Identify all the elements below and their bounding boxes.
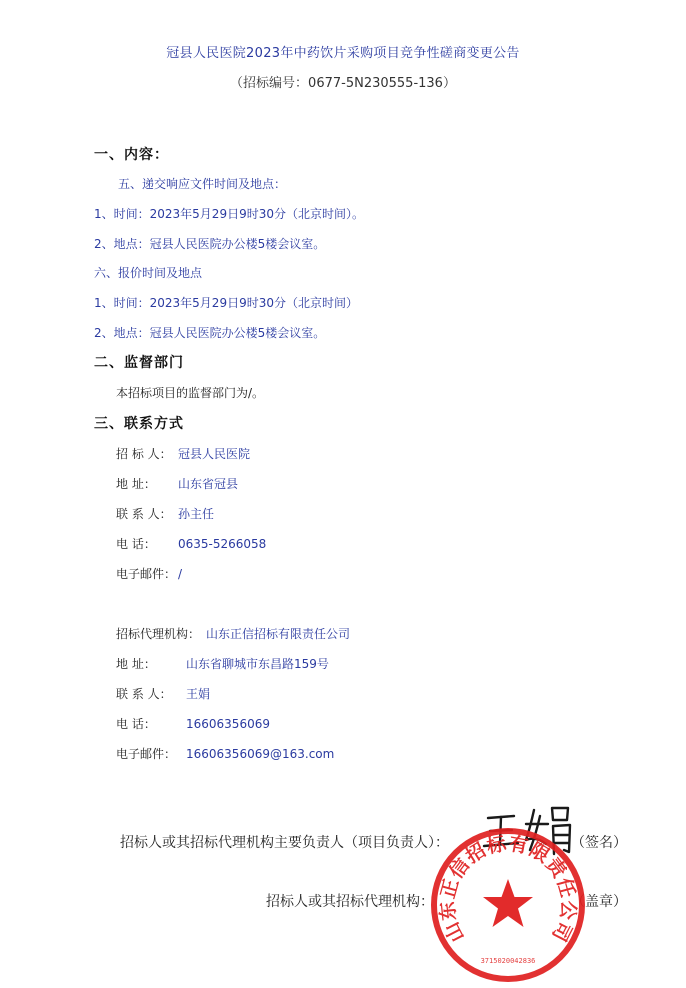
agent-address-label: 地 址： (116, 657, 156, 671)
buyer-contact-label: 联 系 人： (116, 507, 172, 521)
agent-phone-label: 电 话： (116, 717, 156, 731)
buyer-name: 冠县人民医院 (178, 447, 251, 461)
agent-contact-row (116, 685, 210, 702)
agent-address: 山东省聊城市东昌路159号 (186, 657, 329, 671)
agent-contact-label: 联 系 人： (116, 687, 172, 701)
agent-name-label: 招标代理机构： (116, 627, 201, 641)
item5-heading: 五、递交响应文件时间及地点： (118, 177, 287, 191)
item6-time: 1、时间：2023年5月29日9时30分（北京时间） (94, 296, 358, 310)
buyer-address-label: 地 址： (116, 477, 156, 491)
agent-phone-row (116, 715, 270, 732)
signature-line-1-prefix: 招标人或其招标代理机构主要负责人（项目负责人）： (120, 835, 449, 851)
item5-place: 2、地点：冠县人民医院办公楼5楼会议室。 (94, 237, 326, 251)
buyer-phone-row (116, 535, 266, 552)
signature-line-2-suffix: （盖章） (571, 894, 627, 910)
buyer-contact: 孙主任 (178, 507, 215, 521)
agent-phone: 16606356069 (186, 717, 270, 731)
agent-name-row (116, 625, 350, 642)
agent-email-label: 电子邮件： (116, 747, 177, 761)
item6-heading: 六、报价时间及地点 (94, 266, 203, 280)
buyer-email: / (178, 567, 183, 581)
buyer-phone: 0635-5266058 (178, 537, 267, 551)
section-1-heading: 一、内容： (94, 147, 169, 163)
buyer-name-row (116, 445, 250, 462)
agent-email: 16606356069@163.com (186, 747, 335, 761)
signature-line-1-suffix: （签名） (571, 835, 627, 851)
buyer-phone-label: 电 话： (116, 537, 156, 551)
supervision-text: 本招标项目的监督部门为/。 (116, 386, 265, 400)
buyer-contact-row (116, 505, 214, 522)
agent-contact: 王娟 (186, 687, 211, 701)
item6-place: 2、地点：冠县人民医院办公楼5楼会议室。 (94, 326, 326, 340)
buyer-email-row (116, 565, 182, 582)
buyer-email-label: 电子邮件： (116, 567, 177, 581)
agent-email-row (116, 745, 334, 762)
agent-address-row (116, 655, 329, 672)
official-seal (428, 825, 588, 985)
section-2-heading: 二、监督部门 (94, 355, 184, 371)
seal-star-icon (483, 879, 533, 927)
item5-time: 1、时间：2023年5月29日9时30分（北京时间）。 (94, 207, 364, 221)
agent-name: 山东正信招标有限责任公司 (206, 627, 351, 641)
document-title: 冠县人民医院2023年中药饮片采购项目竞争性磋商变更公告 (166, 46, 520, 61)
buyer-address: 山东省冠县 (178, 477, 239, 491)
project-number: （招标编号：0677-5N230555-136） (230, 76, 456, 91)
seal-number: 3715020042836 (480, 957, 536, 965)
seal-org-name: 山东正信招标有限责任公司 (436, 832, 580, 946)
buyer-address-row (116, 475, 238, 492)
signature-line-2-prefix: 招标人或其招标代理机构： (266, 894, 434, 910)
buyer-name-label: 招 标 人： (116, 447, 172, 461)
section-3-heading: 三、联系方式 (94, 416, 184, 432)
